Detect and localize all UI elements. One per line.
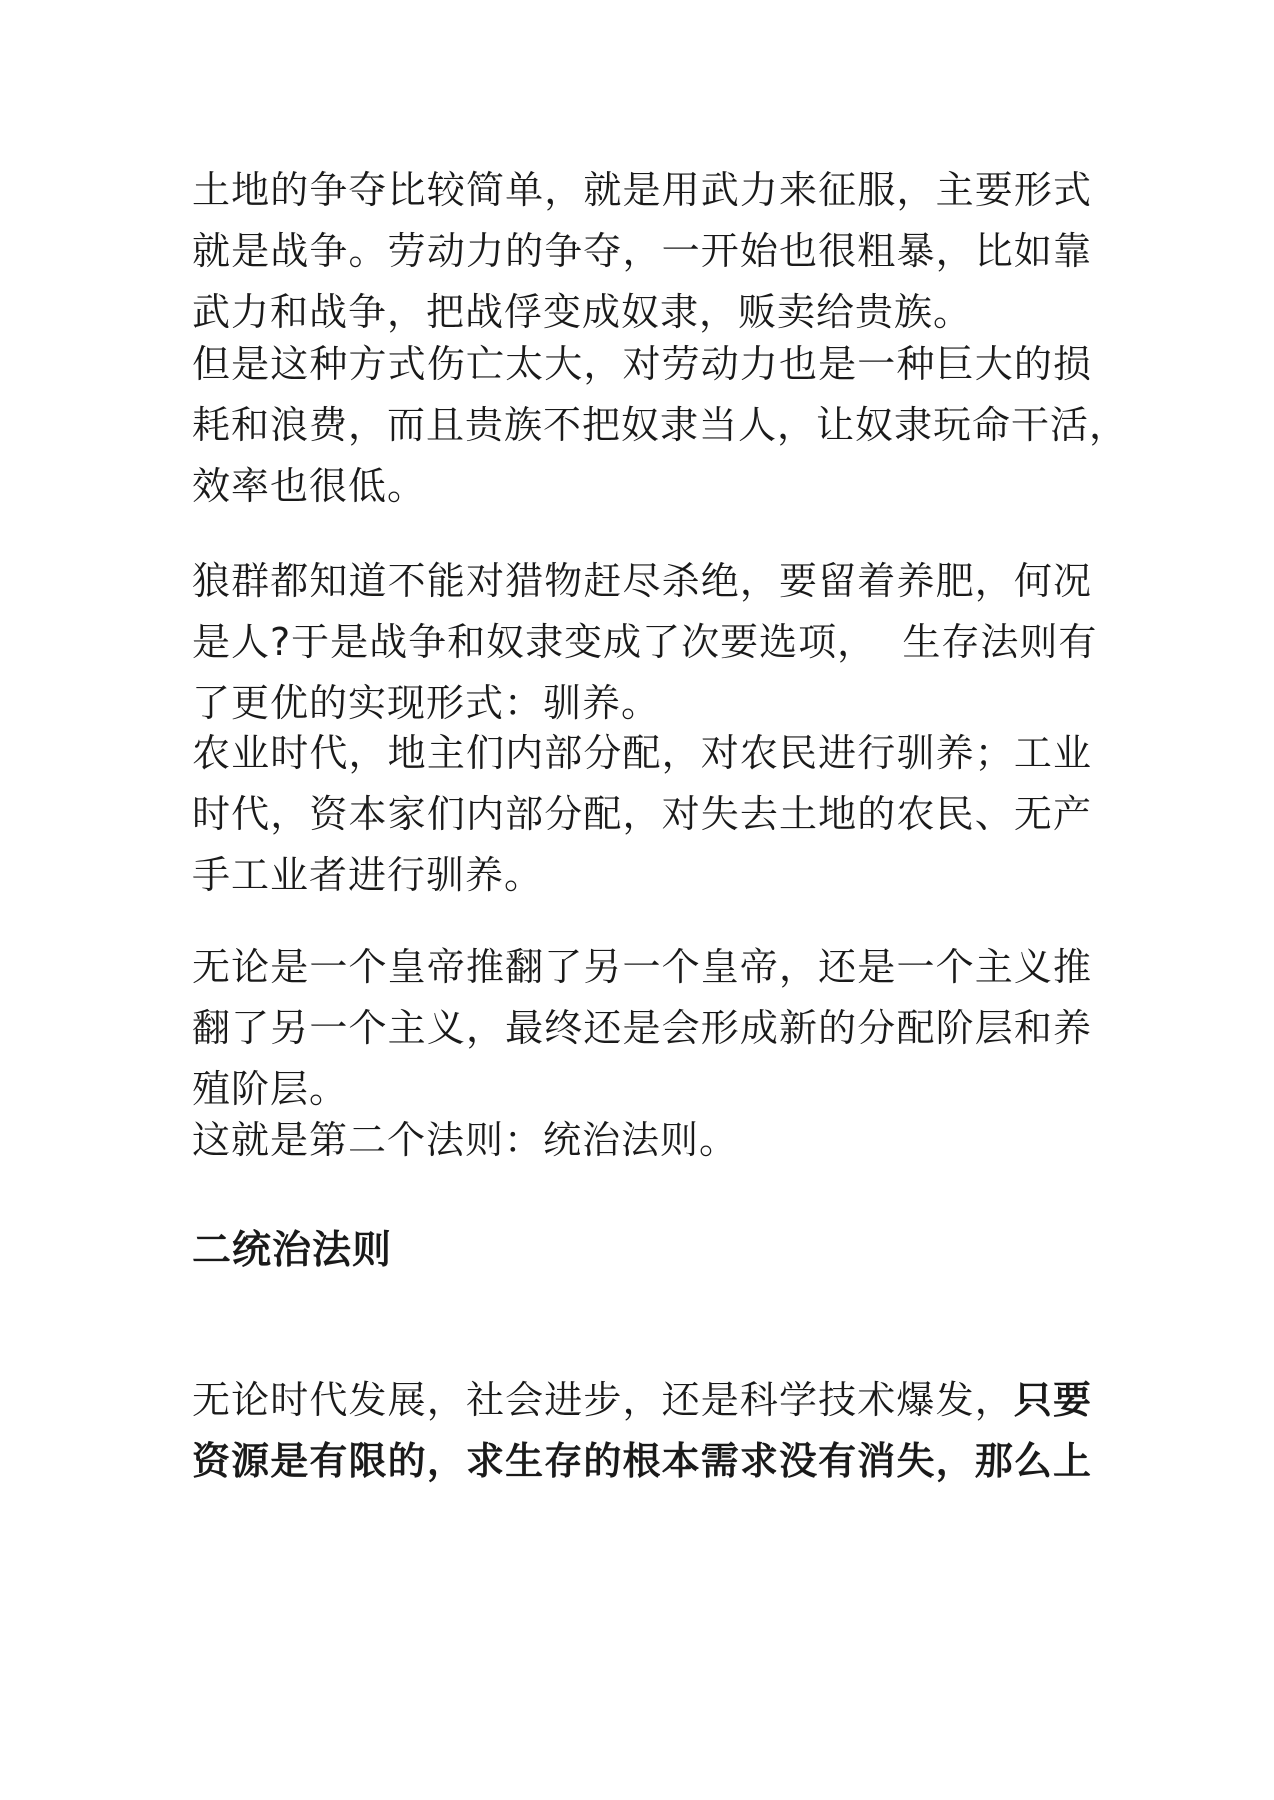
text-line: 狼群都知道不能对猎物赶尽杀绝，要留着养肥，何况	[192, 559, 1092, 603]
text-line: 这就是第二个法则：统治法则。	[192, 1118, 739, 1162]
paragraph-6	[192, 1110, 1092, 1171]
regular-text: 无论时代发展，社会进步，还是科学技术爆发，	[192, 1378, 1014, 1422]
text-line: 武力和战争，把战俘变成奴隶，贩卖给贵族。	[192, 290, 973, 334]
text-line: 时代，资本家们内部分配，对失去土地的农民、无产	[192, 792, 1092, 836]
paragraph-3	[192, 551, 1098, 734]
text-line: 无论是一个皇帝推翻了另一个皇帝，还是一个主义推	[192, 945, 1092, 989]
final-paragraph	[192, 1370, 1092, 1492]
bold-text: 只要	[1013, 1378, 1092, 1422]
text-line: 耗和浪费，而且贵族不把奴隶当人，让奴隶玩命干活，	[192, 403, 1129, 447]
text-line: 手工业者进行驯养。	[192, 853, 544, 897]
text-line: 农业时代，地主们内部分配，对农民进行驯养；工业	[192, 731, 1092, 775]
text-line: 就是战争。劳动力的争夺，一开始也很粗暴，比如靠	[192, 229, 1092, 273]
paragraph-2	[192, 334, 1129, 517]
text-line: 了更优的实现形式：驯养。	[192, 681, 661, 725]
paragraph-5	[192, 937, 1092, 1120]
text-line: 翻了另一个主义，最终还是会形成新的分配阶层和养	[192, 1006, 1092, 1050]
text-line	[192, 1370, 1092, 1431]
text-line: 土地的争夺比较简单，就是用武力来征服，主要形式	[192, 168, 1092, 212]
text-line: 是人?于是战争和奴隶变成了次要选项， 生存法则有	[192, 620, 1098, 664]
bold-text-line: 资源是有限的，求生存的根本需求没有消失，那么上	[192, 1439, 1092, 1483]
paragraph-4	[192, 723, 1092, 906]
text-line: 殖阶层。	[192, 1067, 349, 1111]
paragraph-1	[192, 160, 1092, 343]
text-line: 效率也很低。	[192, 464, 427, 508]
section-heading: 二统治法则	[192, 1228, 393, 1273]
text-line: 但是这种方式伤亡太大，对劳动力也是一种巨大的损	[192, 342, 1092, 386]
